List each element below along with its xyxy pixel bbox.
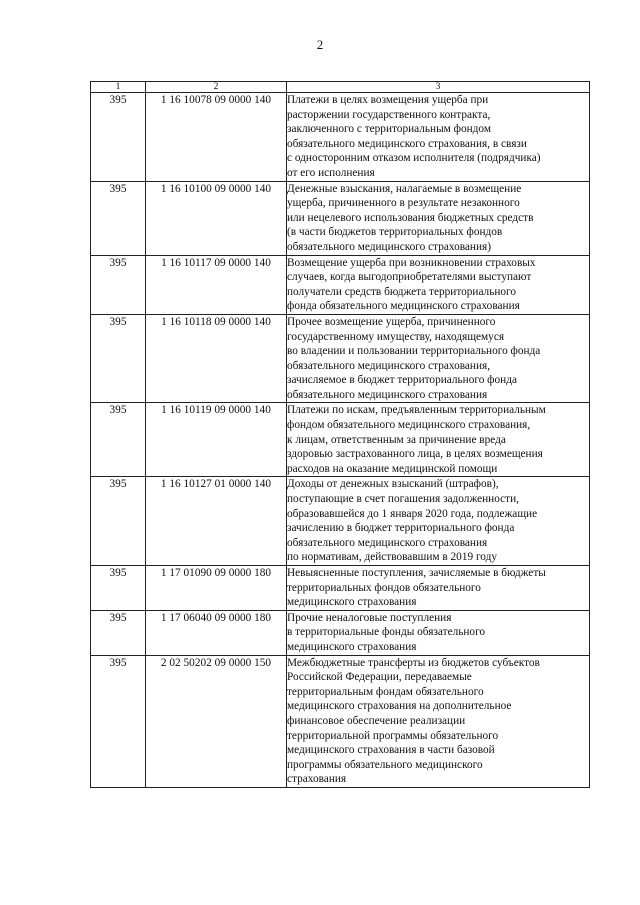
income-name-line: страхования bbox=[287, 773, 347, 786]
income-name-line: расходов на оказание медицинской помощи bbox=[287, 462, 498, 475]
income-name-line: медицинского страхования bbox=[287, 596, 417, 609]
income-name-cell bbox=[287, 181, 590, 255]
income-name-line: или нецелевого использования бюджетных средств bbox=[287, 211, 534, 224]
income-name-line: (в части бюджетов территориальных фондов bbox=[287, 226, 503, 239]
income-name-line: заключенного с территориальным фондом bbox=[287, 123, 491, 136]
income-name-line: территориальной программы обязательного bbox=[287, 729, 499, 742]
column-header-2: 2 bbox=[146, 82, 287, 93]
income-codes-table bbox=[90, 81, 590, 788]
kbk-code-cell: 1 17 06040 09 0000 180 bbox=[146, 610, 287, 655]
income-name-line: поступающие в счет погашения задолженности, bbox=[287, 493, 519, 506]
admin-code-cell: 395 bbox=[91, 314, 146, 403]
kbk-code-cell: 1 16 10119 09 0000 140 bbox=[146, 403, 287, 477]
income-name-line: обязательного медицинского страхования bbox=[287, 536, 488, 549]
kbk-code-cell: 1 16 10100 09 0000 140 bbox=[146, 181, 287, 255]
income-name-line: программы обязательного медицинского bbox=[287, 758, 483, 771]
admin-code-cell: 395 bbox=[91, 181, 146, 255]
table-header bbox=[91, 82, 590, 93]
income-name-line: образовавшейся до 1 января 2020 года, подлежащие bbox=[287, 507, 538, 520]
admin-code-cell: 395 bbox=[91, 610, 146, 655]
income-name-line: Доходы от денежных взысканий (штрафов), bbox=[287, 478, 499, 491]
income-name-line: медицинского страхования на дополнительное bbox=[287, 700, 512, 713]
income-name-line: от его исполнения bbox=[287, 166, 375, 179]
table-row bbox=[91, 655, 590, 787]
admin-code-cell: 395 bbox=[91, 477, 146, 566]
income-name-cell bbox=[287, 255, 590, 314]
table-body bbox=[91, 93, 590, 788]
income-name-line: ущерба, причиненного в результате незаконного bbox=[287, 197, 520, 210]
kbk-code-cell: 1 16 10078 09 0000 140 bbox=[146, 93, 287, 182]
income-name-cell bbox=[287, 403, 590, 477]
income-name-line: расторжении государственного контракта, bbox=[287, 108, 491, 121]
kbk-code-cell: 2 02 50202 09 0000 150 bbox=[146, 655, 287, 787]
admin-code-cell: 395 bbox=[91, 655, 146, 787]
income-name-line: обязательного медицинского страхования, bbox=[287, 359, 491, 372]
income-name-line: по нормативам, действовавшим в 2019 году bbox=[287, 551, 498, 564]
income-name-line: здоровью застрахованного лица, в целях возмещения bbox=[287, 448, 543, 461]
kbk-code-cell: 1 16 10117 09 0000 140 bbox=[146, 255, 287, 314]
income-name-line: Межбюджетные трансферты из бюджетов субъектов bbox=[287, 656, 540, 669]
income-name-line: обязательного медицинского страхования) bbox=[287, 240, 491, 253]
income-name-line: обязательного медицинского страхования bbox=[287, 388, 488, 401]
income-name-line: зачислению в бюджет территориального фонда bbox=[287, 522, 515, 535]
admin-code-cell: 395 bbox=[91, 566, 146, 611]
income-name-line: обязательного медицинского страхования, в связи bbox=[287, 137, 527, 150]
income-name-line: фондом обязательного медицинского страхования, bbox=[287, 419, 531, 432]
income-name-line: случаев, когда выгодоприобретателями выступают bbox=[287, 271, 532, 284]
income-name-cell bbox=[287, 93, 590, 182]
income-name-line: Возмещение ущерба при возникновении страховых bbox=[287, 256, 536, 269]
income-name-cell bbox=[287, 566, 590, 611]
table-row bbox=[91, 93, 590, 182]
kbk-code-cell: 1 16 10118 09 0000 140 bbox=[146, 314, 287, 403]
column-header-3: 3 bbox=[287, 82, 590, 93]
table-header-row bbox=[91, 82, 590, 93]
income-name-line: государственному имуществу, находящемуся bbox=[287, 330, 505, 343]
kbk-code-cell: 1 17 01090 09 0000 180 bbox=[146, 566, 287, 611]
column-header-1: 1 bbox=[91, 82, 146, 93]
table-row bbox=[91, 181, 590, 255]
table-row bbox=[91, 403, 590, 477]
income-name-cell bbox=[287, 655, 590, 787]
income-name-line: Платежи по искам, предъявленным территориальным bbox=[287, 404, 546, 417]
admin-code-cell: 395 bbox=[91, 403, 146, 477]
table-row bbox=[91, 610, 590, 655]
income-name-line: в территориальные фонды обязательного bbox=[287, 626, 486, 639]
income-name-cell bbox=[287, 314, 590, 403]
income-name-line: зачисляемое в бюджет территориального фонда bbox=[287, 374, 517, 387]
table-row bbox=[91, 477, 590, 566]
kbk-code-cell: 1 16 10127 01 0000 140 bbox=[146, 477, 287, 566]
income-name-line: получатели средств бюджета территориального bbox=[287, 285, 517, 298]
page-number: 2 bbox=[316, 37, 324, 52]
income-name-line: территориальных фондов обязательного bbox=[287, 581, 481, 594]
income-name-line: медицинского страхования в части базовой bbox=[287, 744, 495, 757]
income-name-line: Российской Федерации, передаваемые bbox=[287, 671, 472, 684]
income-name-line: Денежные взыскания, налагаемые в возмещение bbox=[287, 182, 522, 195]
income-name-line: территориальным фондам обязательного bbox=[287, 685, 484, 698]
table-row bbox=[91, 566, 590, 611]
income-name-line: медицинского страхования bbox=[287, 640, 417, 653]
income-name-cell bbox=[287, 477, 590, 566]
income-name-line: Невыясненные поступления, зачисляемые в бюджеты bbox=[287, 567, 546, 579]
table-row bbox=[91, 314, 590, 403]
income-name-line: финансовое обеспечение реализации bbox=[287, 714, 466, 727]
income-name-cell bbox=[287, 610, 590, 655]
income-name-line: с односторонним отказом исполнителя (подрядчика) bbox=[287, 152, 541, 165]
income-name-line: фонда обязательного медицинского страхования bbox=[287, 300, 520, 313]
income-name-line: Платежи в целях возмещения ущерба при bbox=[287, 94, 489, 106]
admin-code-cell: 395 bbox=[91, 93, 146, 182]
table-row bbox=[91, 255, 590, 314]
income-name-line: Прочее возмещение ущерба, причиненного bbox=[287, 315, 496, 328]
income-name-line: Прочие неналоговые поступления bbox=[287, 611, 452, 624]
income-name-line: во владении и пользовании территориального фонда bbox=[287, 345, 541, 358]
admin-code-cell: 395 bbox=[91, 255, 146, 314]
income-name-line: к лицам, ответственным за причинение вреда bbox=[287, 433, 506, 446]
